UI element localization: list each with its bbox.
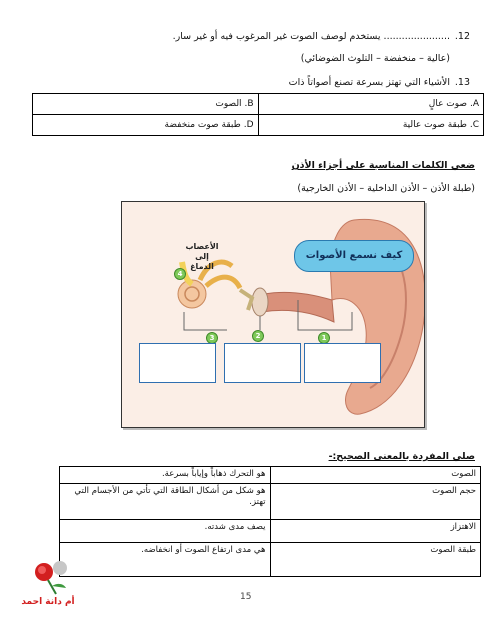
- nerves-label: الأعصاب إلى الدماغ: [185, 242, 219, 271]
- option-b[interactable]: B. الصوت: [33, 94, 259, 115]
- match-meaning: هو شكل من أشكال الطاقة التي تأتي من الأجسام التي تهتز.: [60, 484, 271, 520]
- logo: [18, 556, 78, 612]
- match-meaning: هي مدى ارتفاع الصوت أو انخفاضه.: [60, 543, 271, 577]
- rose-icon: [22, 556, 82, 596]
- answer-box-2[interactable]: [224, 343, 301, 383]
- question-13-text: الأشياء التي تهتز بسرعة تصنع أصواتاً ذات: [288, 77, 450, 88]
- ear-section-choices: (طبلة الأذن – الأذن الداخلية – الأذن الخارجية): [297, 183, 475, 194]
- match-term: طبقة الصوت: [270, 543, 481, 577]
- question-12-text: ...................... يستخدم لوصف الصوت غير المرغوب فيه أو غير سار.: [172, 31, 450, 42]
- ear-section-heading: ضعي الكلمات المناسبة على أجزاء الأذن: [291, 160, 475, 171]
- option-c[interactable]: C. طبقة صوت عالية: [258, 115, 484, 136]
- question-12-choices: (عالية – منخفضة – التلوث الضوضائي): [300, 53, 450, 64]
- logo-text: أم دانة احمد: [21, 597, 75, 607]
- match-table: [59, 466, 481, 577]
- match-term: الصوت: [270, 467, 481, 484]
- marker-1: 1: [318, 332, 330, 344]
- answer-box-1[interactable]: [304, 343, 381, 383]
- answer-box-3[interactable]: [139, 343, 216, 383]
- question-13-options: [32, 93, 484, 136]
- match-term: حجم الصوت: [270, 484, 481, 520]
- marker-2: 2: [252, 330, 264, 342]
- match-meaning: هو التحرك ذهاباً وإياباً بسرعة.: [60, 467, 271, 484]
- match-term: الاهتزاز: [270, 520, 481, 543]
- option-a[interactable]: A. صوت عالٍ: [258, 94, 484, 115]
- marker-4: 4: [174, 268, 186, 280]
- ear-figure: [121, 201, 425, 428]
- option-d[interactable]: D. طبقة صوت منخفضة: [33, 115, 259, 136]
- page-number: 15: [240, 592, 252, 602]
- figure-title-bubble: كيف نسمع الأصوات: [294, 240, 414, 272]
- match-meaning: يصف مدى شدته.: [60, 520, 271, 543]
- marker-3: 3: [206, 332, 218, 344]
- question-12-number: 12.: [454, 31, 470, 42]
- ear-illustration: [122, 202, 424, 427]
- question-13-number: 13.: [454, 77, 470, 88]
- match-section-heading: صلي المفردة بالمعنى الصحيح:-: [328, 451, 475, 462]
